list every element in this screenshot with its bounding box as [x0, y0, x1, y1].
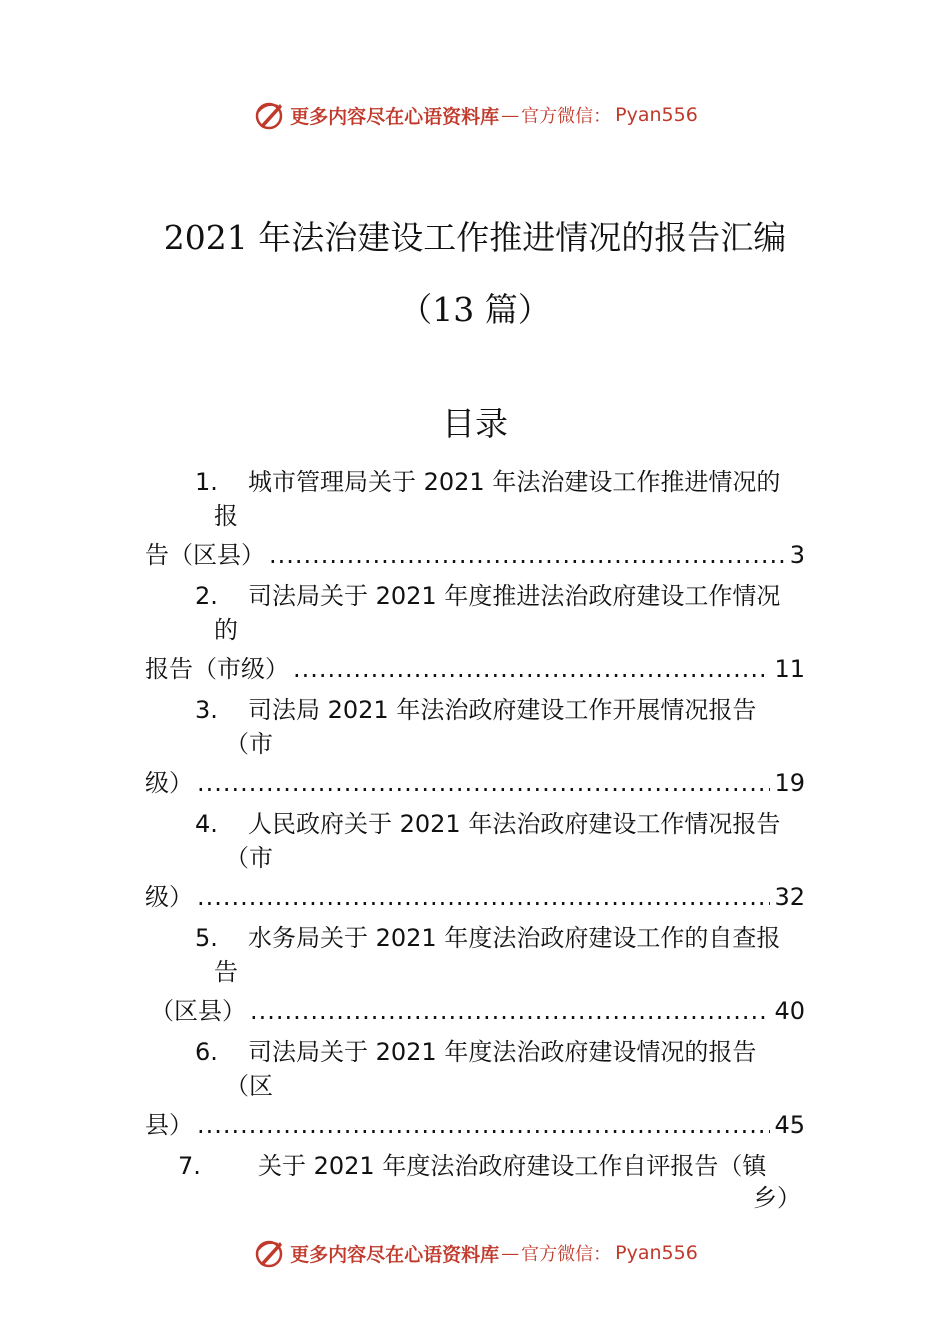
document-title: 2021 年法治建设工作推进情况的报告汇编 [163, 218, 787, 257]
toc-item-title[interactable]: 司法局关于 2021 年度推进法治政府建设工作情况 [248, 582, 781, 610]
toc-item-title-wrap: 报 [214, 502, 238, 530]
toc-item-page: 45 [774, 1111, 805, 1139]
toc-item-title[interactable]: 司法局关于 2021 年度法治政府建设情况的报告 [248, 1038, 757, 1066]
toc-item-title[interactable]: 水务局关于 2021 年度法治政府建设工作的自查报 [248, 924, 781, 952]
quill-logo-icon [252, 98, 286, 132]
toc-item-title-wrap: （区 [225, 1072, 273, 1100]
toc-item-continuation: 报告（市级） [145, 655, 289, 683]
toc-item-continuation: 级） [145, 769, 193, 797]
footer-watermark-banner [0, 1233, 950, 1273]
document-subtitle: （13 篇） [399, 290, 551, 329]
toc-item-page: 3 [789, 541, 805, 569]
toc-item-continuation: 县） [145, 1111, 193, 1139]
toc-item-leader[interactable] [145, 1108, 805, 1142]
dot-leader [197, 1108, 770, 1142]
toc-item-leader[interactable] [145, 880, 805, 914]
toc-item-number: 5. [195, 924, 218, 952]
toc-item-number: 4. [195, 810, 218, 838]
toc-item-number: 2. [195, 582, 218, 610]
toc-item-number: 6. [195, 1038, 218, 1066]
toc-item-leader[interactable] [150, 994, 805, 1028]
toc-item-continuation: 告（区县） [145, 541, 265, 569]
toc-item-title[interactable]: 关于 2021 年度法治政府建设工作自评报告（镇 [258, 1152, 767, 1180]
banner-wechat-label: 官方微信： [521, 106, 612, 127]
toc-item-page: 19 [774, 769, 805, 797]
toc-item-title[interactable]: 人民政府关于 2021 年法治政府建设工作情况报告 [248, 810, 781, 838]
banner-wechat-label: 官方微信： [521, 1244, 612, 1265]
dot-leader [250, 994, 770, 1028]
banner-dash: — [501, 104, 520, 126]
toc-item-title-wrap: 乡） [753, 1184, 801, 1212]
header-watermark-banner [0, 95, 950, 135]
dot-leader [197, 766, 770, 800]
toc-item-title[interactable]: 城市管理局关于 2021 年法治建设工作推进情况的 [248, 468, 781, 496]
toc-item-continuation: 级） [145, 883, 193, 911]
banner-account: Pyan556 [615, 104, 698, 126]
banner-account: Pyan556 [615, 1242, 698, 1264]
toc-item-number: 3. [195, 696, 218, 724]
toc-item-number: 1. [195, 468, 218, 496]
toc-item-leader[interactable] [145, 538, 805, 572]
banner-dash: — [501, 1242, 520, 1264]
toc-item-title-wrap: 告 [214, 958, 238, 986]
toc-item-leader[interactable] [145, 766, 805, 800]
toc-item-title-wrap: （市 [225, 730, 273, 758]
quill-logo-icon [252, 1236, 286, 1270]
toc-item-title-wrap: 的 [214, 616, 238, 644]
dot-leader [197, 880, 770, 914]
banner-text: 更多内容尽在心语资料库 [290, 1243, 500, 1266]
dot-leader [293, 652, 770, 686]
toc-heading: 目录 [442, 404, 508, 443]
toc-item-page: 32 [774, 883, 805, 911]
toc-item-leader[interactable] [145, 652, 805, 686]
dot-leader [269, 538, 786, 572]
toc-item-page: 40 [774, 997, 805, 1025]
toc-item-title-wrap: （市 [225, 844, 273, 872]
toc-item-continuation: （区县） [150, 997, 246, 1025]
toc-item-page: 11 [774, 655, 805, 683]
toc-item-number: 7. [178, 1152, 201, 1180]
toc-item-title[interactable]: 司法局 2021 年法治政府建设工作开展情况报告 [248, 696, 757, 724]
banner-text: 更多内容尽在心语资料库 [290, 105, 500, 128]
